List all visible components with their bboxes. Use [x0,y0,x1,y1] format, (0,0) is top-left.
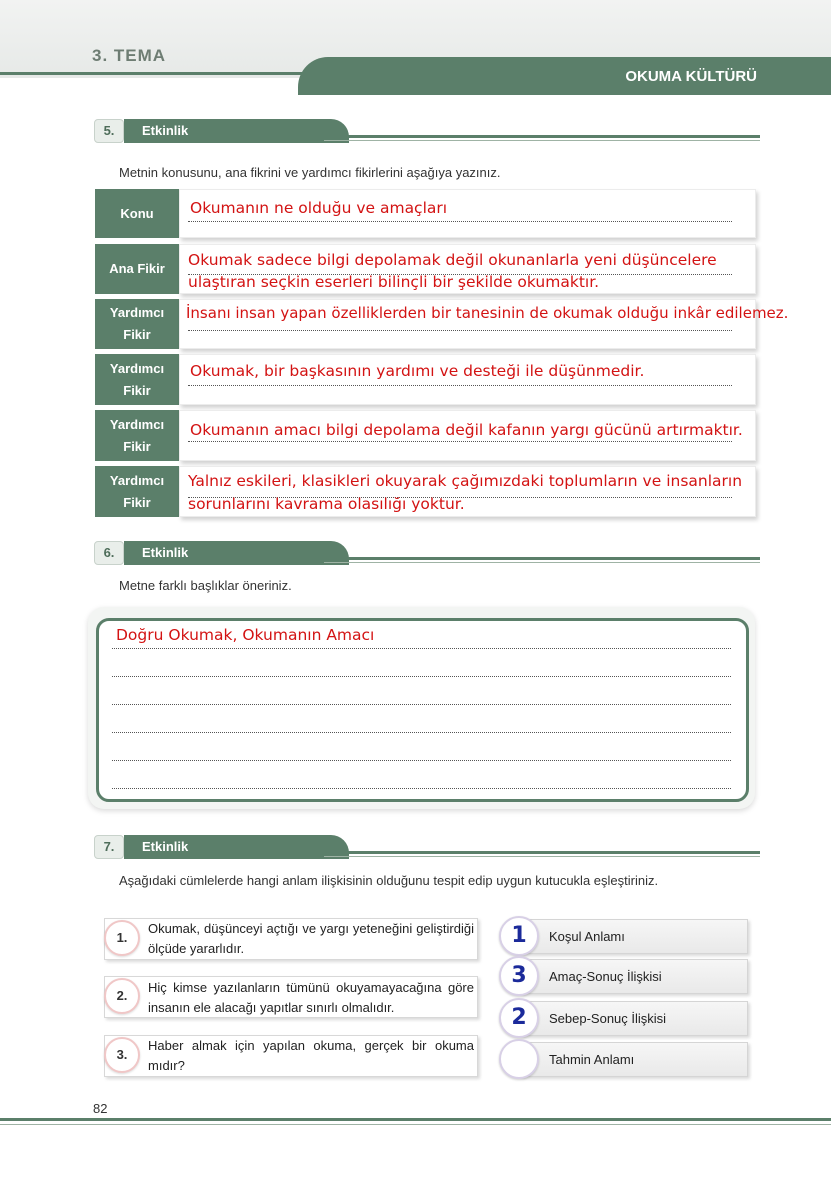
row-label-yardimci-fikir-2: Yardımcı Fikir [95,354,179,405]
page-number: 82 [93,1101,108,1116]
row-label-yardimci-fikir-3: Yardımcı Fikir [95,410,179,461]
option-label: Sebep-Sonuç İlişkisi [549,1011,667,1026]
header-rule [0,72,310,75]
handwritten-answer: Yalnız eskileri, klasikleri okuyarak çağımızdaki toplumların ve insanların [188,472,743,490]
activity-5-header [94,117,760,145]
match-circle[interactable] [499,1039,539,1079]
divider [324,135,760,138]
unit-label: 3. TEMA [92,46,167,65]
question-text: Okumak, düşünceyi açtığı ve yargı yeteneğini geliştirdiği ölçüde yararlıdır. [148,921,474,956]
handwritten-answer: Doğru Okumak, Okumanın Amacı [116,626,375,644]
writing-line [188,385,732,386]
option-label: Koşul Anlamı [549,929,625,944]
activity-7-instruction: Aşağıdaki cümlelerde hangi anlam ilişkisinin olduğunu tespit edip uygun kutucukla eşleştiriniz. [119,873,659,888]
option-label: Amaç-Sonuç İlişkisi [549,969,662,984]
activity-label: Etkinlik [124,541,349,565]
handwritten-answer: Okumanın ne olduğu ve amaçları [190,199,448,217]
row-label-konu: Konu [95,189,179,238]
row-label-yardimci-fikir-1: Yardımcı Fikir [95,299,179,349]
activity-6-instruction: Metne farklı başlıklar öneriniz. [119,578,292,593]
question-number: 3. [104,1037,140,1073]
activity-number: 7. [94,835,124,859]
activity-7-header [94,833,760,861]
activity-6-header [94,539,760,567]
writing-line [112,704,731,705]
activity-label: Etkinlik [124,119,349,143]
row-label-ana-fikir: Ana Fikir [95,244,179,294]
handwritten-answer: Okumak, bir başkasının yardımı ve desteği ile düşünmedir. [190,362,645,380]
match-circle[interactable]: 2 [499,998,539,1038]
handwritten-answer: ulaştıran seçkin eserleri bilinçli bir şekilde okumaktır. [188,273,600,291]
writing-line [188,221,732,222]
row-label-yardimci-fikir-4: Yardımcı Fikir [95,466,179,517]
divider [324,140,760,141]
writing-line [112,760,731,761]
match-circle[interactable]: 3 [499,956,539,996]
handwritten-answer: Okumanın amacı bilgi depolama değil kafanın yargı gücünü artırmaktır. [190,421,743,439]
divider [324,851,760,854]
writing-line [112,732,731,733]
activity-label: Etkinlik [124,835,349,859]
writing-line [112,676,731,677]
writing-line [112,648,731,649]
footer-rule [0,1118,831,1121]
activity-number: 6. [94,541,124,565]
question-number: 1. [104,920,140,956]
divider [324,856,760,857]
question-text: Hiç kimse yazılanların tümünü okuyamayacağına göre insanın ele alacağı yapıtlar sınırlı olmalıdır. [148,980,474,1015]
page-title: OKUMA KÜLTÜRÜ [625,68,757,85]
divider [324,557,760,560]
match-circle[interactable]: 1 [499,916,539,956]
activity-5-instruction: Metnin konusunu, ana fikrini ve yardımcı fikirlerini aşağıya yazınız. [119,165,501,180]
handwritten-answer: İnsanı insan yapan özelliklerden bir tanesinin de okumak olduğu inkâr edilemez. [186,304,789,322]
handwritten-answer: Okumak sadece bilgi depolamak değil okunanlarla yeni düşüncelere [188,251,717,269]
writing-line [188,330,732,331]
handwritten-answer: sorunlarını kavrama olasılığı yoktur. [188,495,465,513]
footer-rule [0,1124,831,1125]
divider [324,562,760,563]
question-text: Haber almak için yapılan okuma, gerçek bir okuma mıdır? [148,1038,474,1073]
writing-line [112,788,731,789]
option-label: Tahmin Anlamı [549,1052,635,1067]
question-number: 2. [104,978,140,1014]
activity-number: 5. [94,119,124,143]
